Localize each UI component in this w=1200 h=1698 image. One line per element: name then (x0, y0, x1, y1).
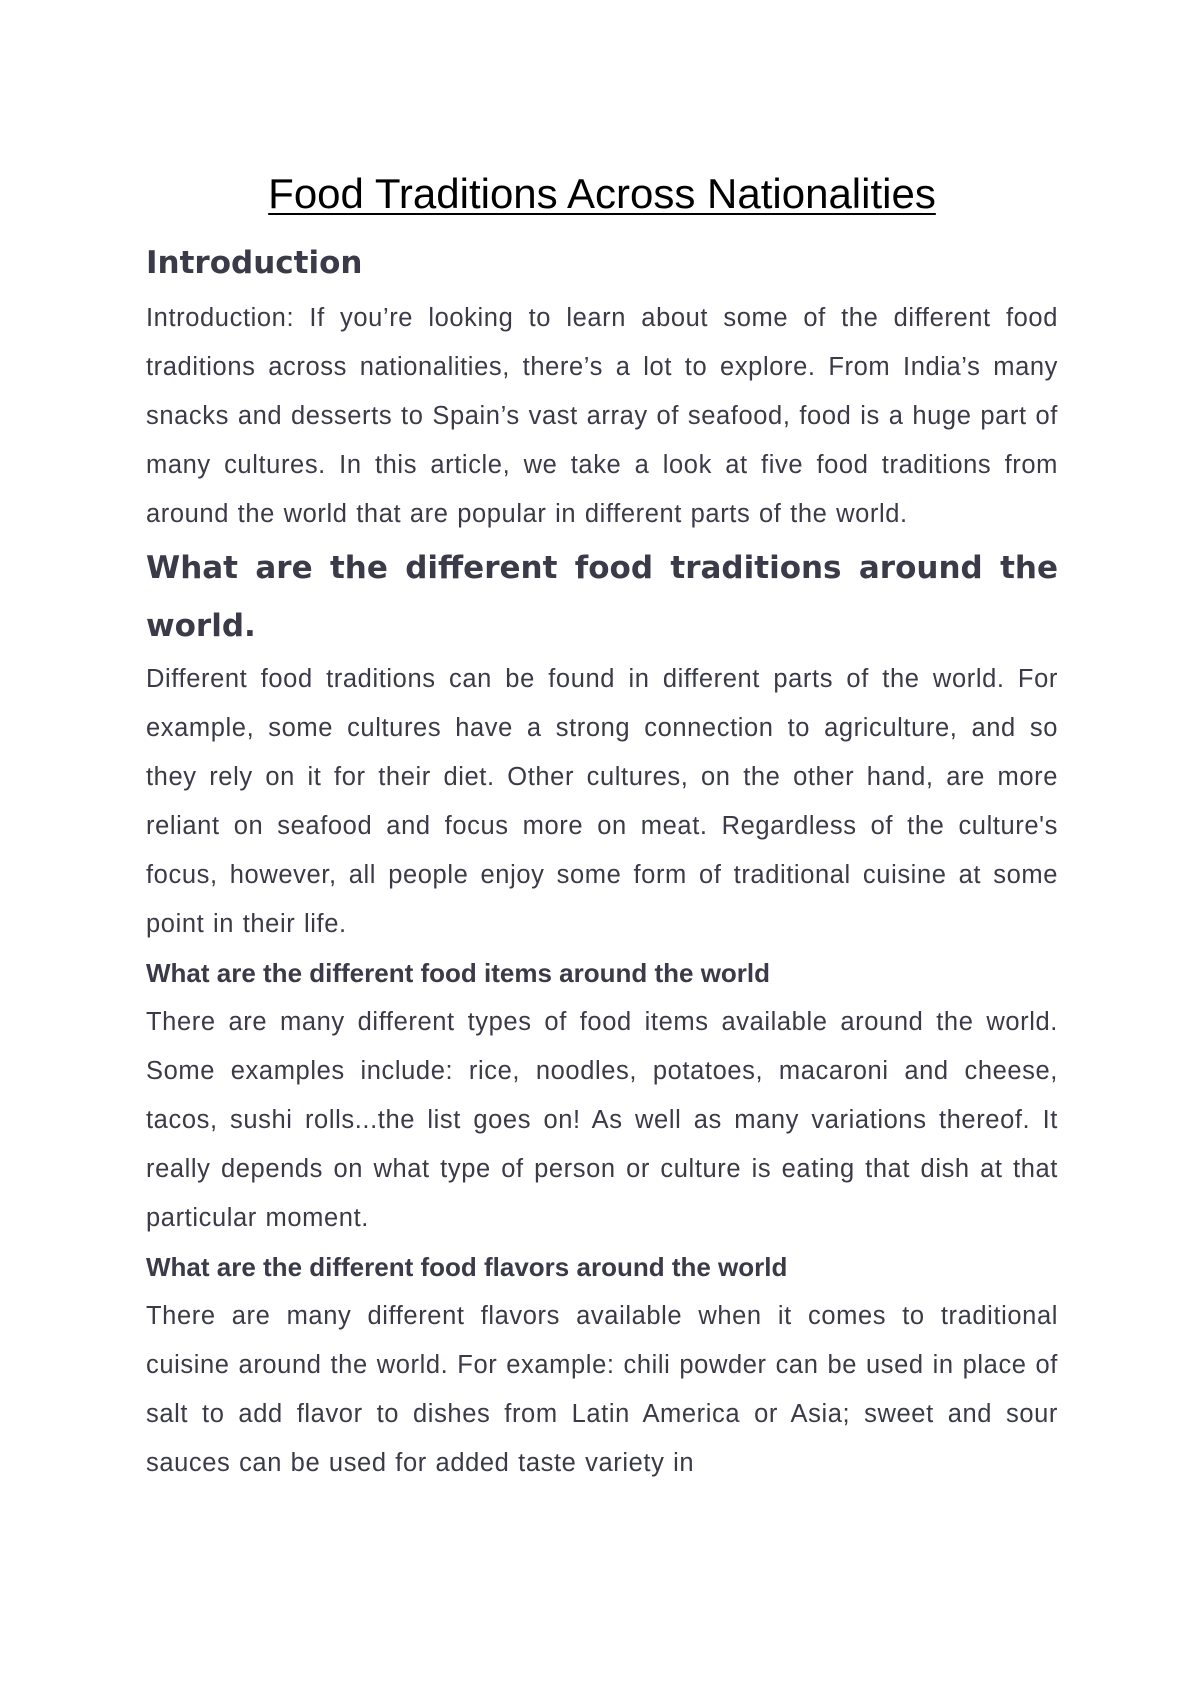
introduction-heading: Introduction (146, 245, 363, 281)
document-title: Food Traditions Across Nationalities (268, 170, 936, 217)
introduction-paragraph: Introduction: If you’re looking to learn about some of the different food traditions across nationalities, there’s a lot to explore. From India’s many snacks and desserts to Spain’s vast array of seafood, food is a huge part of many cultures. In this article, we take a look at five food traditions from around the world that are popular in different parts of the world. (146, 304, 1058, 528)
document-body (146, 164, 1058, 1488)
food-items-heading: What are the different food items around the world (146, 958, 771, 988)
food-traditions-heading: What are the different food traditions around the world. (146, 550, 1058, 644)
food-items-paragraph: There are many different types of food items available around the world. Some examples include: rice, noodles, potatoes, macaroni and cheese, tacos, sushi rolls...the list goes on! As well as many variations thereof. It really depends on what type of person or culture is eating that dish at that particular moment. (146, 1008, 1058, 1232)
food-flavors-heading: What are the different food flavors around the world (146, 1252, 788, 1282)
food-traditions-paragraph: Different food traditions can be found in different parts of the world. For example, some cultures have a strong connection to agriculture, and so they rely on it for their diet. Other cultures, on the other hand, are more reliant on seafood and focus more on meat. Regardless of the culture's focus, however, all people enjoy some form of traditional cuisine at some point in their life. (146, 665, 1058, 938)
food-flavors-paragraph: There are many different flavors available when it comes to traditional cuisine around the world. For example: chili powder can be used in place of salt to add flavor to dishes from Latin America or Asia; sweet and sour sauces can be used for added taste variety in (146, 1302, 1058, 1477)
